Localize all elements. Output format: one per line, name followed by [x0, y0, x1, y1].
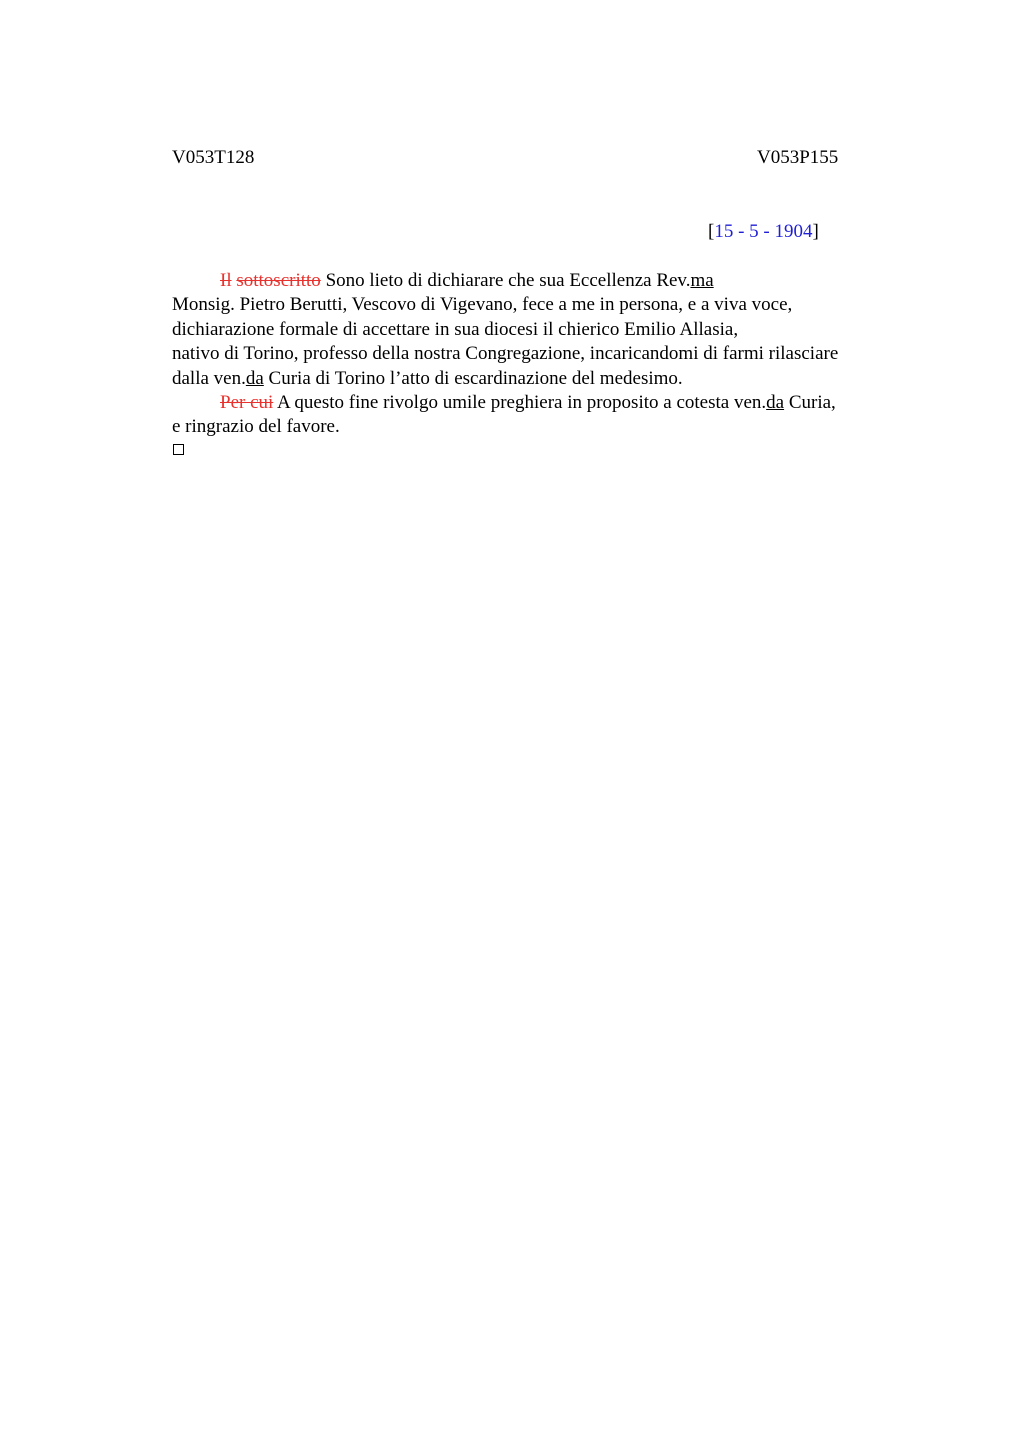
paragraph-2-line-2: e ringrazio del favore.	[172, 416, 340, 438]
abbreviation-ma: ma	[690, 270, 714, 291]
abbreviation-da: da	[245, 367, 264, 389]
deleted-word-sottoscritto: sottoscritto	[236, 270, 321, 291]
line-5-prefix: dalla ven.	[172, 367, 246, 389]
deleted-word-il: Il	[220, 270, 232, 291]
paragraph-1-line-2: Monsig. Pietro Berutti, Vescovo di Vigevano, fece a me in persona, e a viva voce,	[172, 294, 793, 316]
date-open-bracket: [	[708, 221, 715, 242]
paragraph-1-line-3: dichiarazione formale di accettare in sua diocesi il chierico Emilio Allasia,	[172, 318, 739, 340]
letter-body	[172, 269, 912, 440]
document-code-right: V053P155	[757, 147, 839, 168]
paragraph-1-line-4: nativo di Torino, professo della nostra Congregazione, incaricandomi di farmi rilasciare	[172, 343, 839, 365]
paragraph-2-line-1	[172, 391, 912, 415]
paragraph-2-prefix: A questo fine rivolgo umile preghiera in proposito a cotesta ven.	[273, 392, 767, 414]
date-close-bracket: ]	[812, 221, 819, 242]
paragraph-1-text: Sono lieto di dichiarare che sua Eccellenza Rev.	[320, 270, 691, 291]
paragraph-1-line-5	[172, 367, 912, 391]
letter-date	[708, 221, 819, 243]
paragraph-2-suffix: Curia,	[784, 392, 836, 414]
date-text: 15 - 5 - 1904	[714, 221, 813, 242]
deleted-phrase-per-cui: Per cui	[220, 392, 274, 414]
end-marker-box	[173, 444, 184, 455]
paragraph-1-line-1	[172, 269, 912, 293]
abbreviation-da-2: da	[766, 392, 785, 414]
document-code-left: V053T128	[172, 147, 255, 168]
line-5-suffix: Curia di Torino l’atto di escardinazione del medesimo.	[263, 367, 683, 389]
